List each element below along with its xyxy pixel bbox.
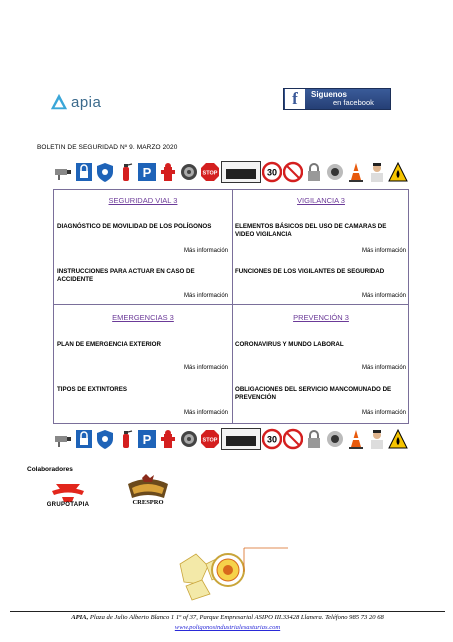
footer-address-text: Plaza de Julio Alberto Blanco 1 1º of 37, Parque Empresarial ASIPO III.33428 Llanera. Teléfono 985 73 20 68 [88, 614, 384, 621]
dome-camera-icon [325, 428, 345, 450]
more-info-link[interactable]: Más información [183, 365, 228, 371]
fire-hydrant-icon [158, 161, 178, 183]
bulletin-title: BOLETIN DE SEGURIDAD Nº 9. MARZO 2020 [37, 144, 178, 151]
apia-triangle-icon [50, 93, 68, 111]
padlock-icon [304, 161, 324, 183]
more-info-link[interactable]: Más información [183, 248, 228, 254]
apia-logo [50, 90, 120, 114]
facebook-line2: en facebook [333, 98, 374, 107]
footer-company: APIA, [71, 614, 89, 621]
cctv-camera-icon [53, 161, 73, 183]
no-entry-icon [283, 428, 303, 450]
traffic-cone-icon [346, 428, 366, 450]
cctv-camera-icon [53, 428, 73, 450]
traffic-cone-icon [346, 161, 366, 183]
stop-sign-text: STOP [202, 170, 218, 177]
section-title-seguridad-vial[interactable]: SEGURIDAD VIAL 3 [108, 196, 178, 205]
no-entry-icon [283, 161, 303, 183]
police-shield-icon [95, 428, 115, 450]
stop-sign-icon [200, 161, 220, 183]
more-info-link[interactable]: Más información [361, 293, 406, 299]
parque-empresarial-seal [178, 544, 298, 604]
surveillance-sign-icon [221, 161, 261, 183]
fire-warning-icon [388, 428, 408, 450]
svg-text:P: P [142, 432, 152, 447]
surveillance-sign-icon [221, 428, 261, 450]
item-diagnostico-movilidad: DIAGNÓSTICO DE MOVILIDAD DE LOS POLÍGONOS [57, 223, 212, 230]
more-info-link[interactable]: Más información [183, 410, 228, 416]
stop-sign-icon [200, 428, 220, 450]
speed-30-icon [262, 428, 282, 450]
lock-icon [74, 161, 94, 183]
section-title-prevencion[interactable]: PREVENCIÓN 3 [293, 313, 349, 322]
fire-extinguisher-icon [116, 428, 136, 450]
asipo-map-seal-icon [178, 544, 298, 604]
item-funciones-vigilantes: FUNCIONES DE LOS VIGILANTES DE SEGURIDAD [235, 268, 385, 275]
grupo-tapia-logo[interactable] [40, 480, 96, 510]
security-guard-icon [367, 428, 387, 450]
stop-sign-text: STOP [202, 437, 218, 444]
footer-divider [10, 611, 445, 612]
facebook-follow-button[interactable] [283, 88, 391, 110]
facebook-icon: f [285, 89, 305, 109]
sections-grid [53, 189, 409, 424]
item-plan-emergencia: PLAN DE EMERGENCIA EXTERIOR [57, 341, 161, 348]
padlock-icon [304, 428, 324, 450]
more-info-link[interactable]: Más información [183, 293, 228, 299]
lock-icon [74, 428, 94, 450]
fire-hydrant-icon [158, 428, 178, 450]
parking-icon [137, 428, 157, 450]
apia-logo-text: apia [71, 93, 102, 111]
crespro-logo-text: CRESPRO [132, 499, 164, 506]
item-coronavirus: CORONAVIRUS Y MUNDO LABORAL [235, 341, 344, 348]
item-instrucciones-accidente: INSTRUCCIONES PARA ACTUAR EN CASO DE ACCIDENTE [57, 268, 195, 283]
fire-hose-icon [179, 161, 199, 183]
item-tipos-extintores: TIPOS DE EXTINTORES [57, 386, 128, 393]
footer-address [10, 614, 445, 621]
safety-signs-strip-bottom [53, 426, 410, 452]
speed-sign-text: 30 [266, 434, 278, 445]
speed-30-icon [262, 161, 282, 183]
item-camaras-video-vigilancia: ELEMENTOS BÁSICOS DEL USO DE CAMARAS DE VIDEO VIGILANCIA [235, 223, 387, 238]
security-guard-icon [367, 161, 387, 183]
more-info-link[interactable]: Más información [361, 410, 406, 416]
parking-icon [137, 161, 157, 183]
dome-camera-icon [325, 161, 345, 183]
collaborators-label: Colaboradores [27, 466, 73, 473]
tapia-logo-text: GRUPOTAPIA [46, 502, 90, 508]
item-servicio-mancomunado: OBLIGACIONES DEL SERVICIO MANCOMUNADO DE PREVENCIÓN [235, 386, 392, 401]
footer-website-link[interactable]: www.poligonosindustrialesasturias.com [174, 624, 281, 631]
svg-text:P: P [142, 165, 152, 180]
section-title-emergencias[interactable]: EMERGENCIAS 3 [112, 313, 174, 322]
fire-warning-icon [388, 161, 408, 183]
section-title-vigilancia[interactable]: VIGILANCIA 3 [297, 196, 345, 205]
safety-signs-strip-top [53, 159, 410, 185]
more-info-link[interactable]: Más información [361, 365, 406, 371]
fire-hose-icon [179, 428, 199, 450]
speed-sign-text: 30 [266, 167, 278, 178]
facebook-line1: Siguenos [311, 90, 348, 99]
police-shield-icon [95, 161, 115, 183]
fire-extinguisher-icon [116, 161, 136, 183]
more-info-link[interactable]: Más información [361, 248, 406, 254]
crespro-logo[interactable] [122, 474, 174, 510]
